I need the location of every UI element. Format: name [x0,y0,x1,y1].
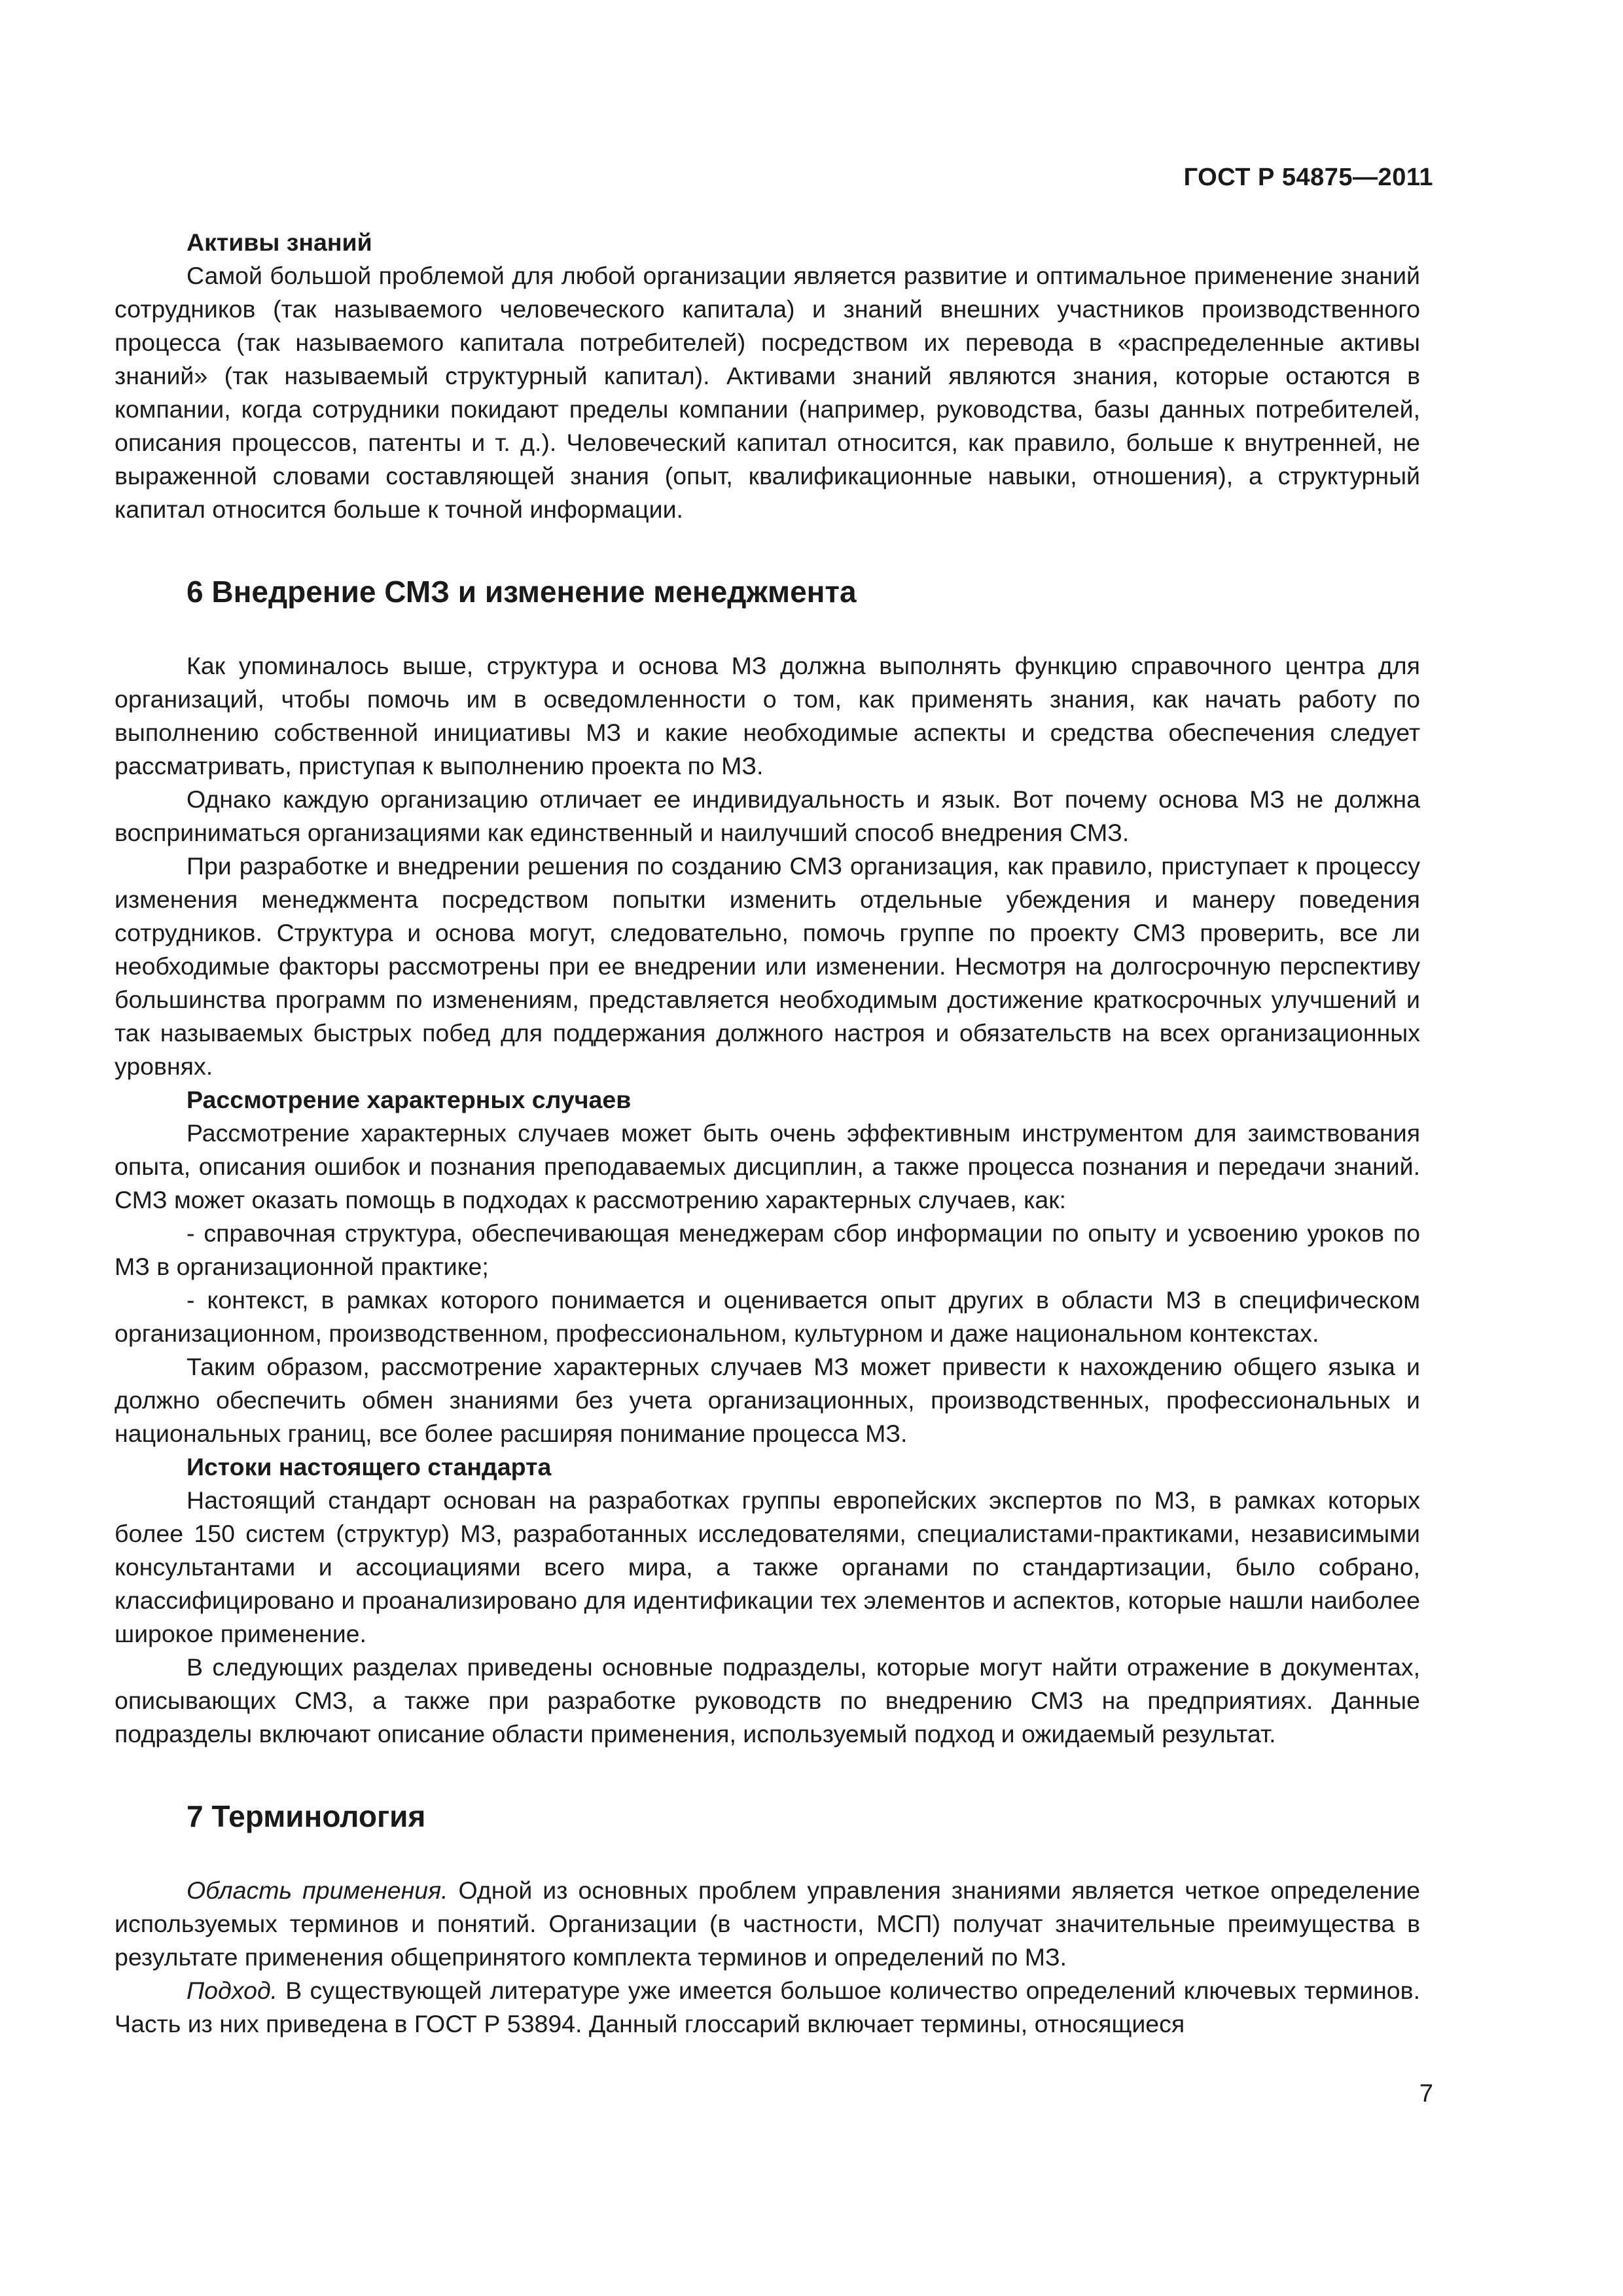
page-body [115,226,1420,2041]
paragraph-approach [115,1974,1420,2041]
paragraph-case-studies-2: Таким образом, рассмотрение характерных случаев МЗ может привести к нахождению общего языка и должно обеспечить обмен знаниями без учета организационных, производственных, профессиональных и национальных границ, все более расширяя понимание процесса МЗ. [115,1353,1420,1447]
approach-label: Подход. [187,1977,278,2004]
scope-label: Область применения. [187,1876,448,1904]
subsection-title-origins: Истоки настоящего стандарта [187,1453,552,1480]
list-item-case-studies-1: - справочная структура, обеспечивающая менеджерам сбор информации по опыту и усвоению уроков по МЗ в организационной практике; [115,1219,1420,1280]
approach-text: В существующей литературе уже имеется большое количество определений ключевых терминов. Часть из них приведена в ГОСТ Р 53894. Данный глоссарий включает термины, относящиеся [115,1977,1420,2037]
paragraph-6-1: Как упоминалось выше, структура и основа МЗ должна выполнять функцию справочного центра для организаций, чтобы помочь им в осведомленности о том, как применять знания, как начать работу по выполнению собственной инициативы МЗ и какие необходимые аспекты и средства обеспечения следует рассматривать, приступая к выполнению проекта по МЗ. [115,652,1420,780]
page-number: 7 [1419,2080,1433,2108]
subsection-title-knowledge-assets: Активы знаний [187,228,372,256]
paragraph-6-2: Однако каждую организацию отличает ее индивидуальность и язык. Вот почему основа МЗ не должна восприниматься организациями как единственный и наилучший способ внедрения СМЗ. [115,785,1420,846]
list-item-case-studies-2: - контекст, в рамках которого понимается и оценивается опыт других в области МЗ в специфическом организационном, производственном, профессиональном, культурном и даже национальном контекстах. [115,1286,1420,1347]
document-code: ГОСТ Р 54875—2011 [1183,164,1433,191]
subsection-title-case-studies: Рассмотрение характерных случаев [187,1086,632,1113]
paragraph-knowledge-assets: Самой большой проблемой для любой организации является развитие и оптимальное применение знаний сотрудников (так называемого человеческого капитала) и знаний внешних участников производственного процесса (так называемого капитала потребителей) посредством их перевода в «распределенные активы знаний» (так называемый структурный капитал). Активами знаний являются знания, которые остаются в компании, когда сотрудники покидают пределы компании (например, руководства, базы данных потребителей, описания процессов, патенты и т. д.). Человеческий капитал относится, как правило, больше к внутренней, не выраженной словами составляющей знания (опыт, квалификационные навыки, отношения), а структурный капитал относится больше к точной информации. [115,262,1420,523]
paragraph-origins-1: Настоящий стандарт основан на разработках группы европейских экспертов по МЗ, в рамках которых более 150 систем (структур) МЗ, разработанных исследователями, специалистами-практиками, независимыми консультантами и ассоциациями всего мира, а также органами по стандартизации, было собрано, классифицировано и проанализировано для идентификации тех элементов и аспектов, которые нашли наиболее широкое применение. [115,1486,1420,1647]
section-heading-7: 7 Терминология [187,1799,426,1833]
paragraph-origins-2: В следующих разделах приведены основные подразделы, которые могут найти отражение в документах, описывающих СМЗ, а также при разработке руководств по внедрению СМЗ на предприятиях. Данные подразделы включают описание области применения, используемый подход и ожидаемый результат. [115,1653,1420,1748]
paragraph-6-3: При разработке и внедрении решения по созданию СМЗ организация, как правило, приступает к процессу изменения менеджмента посредством попытки изменить отдельные убеждения и манеру поведения сотрудников. Структура и основа могут, следовательно, помочь группе по проекту СМЗ проверить, все ли необходимые факторы рассмотрены при ее внедрении или изменении. Несмотря на долгосрочную перспективу большинства программ по изменениям, представляется необходимым достижение краткосрочных улучшений и так называемых быстрых побед для поддержания должного настроя и обязательств на всех организационных уровнях. [115,852,1420,1080]
paragraph-case-studies-1: Рассмотрение характерных случаев может быть очень эффективным инструментом для заимствования опыта, описания ошибок и познания преподаваемых дисциплин, а также процесса познания и передачи знаний. СМЗ может оказать помощь в подходах к рассмотрению характерных случаев, как: [115,1119,1420,1213]
scope-text: Одной из основных проблем управления знаниями является четкое определение используемых терминов и понятий. Организации (в частности, МСП) получат значительные преимущества в результате применения общепринятого комплекта терминов и определений по МЗ. [115,1876,1420,1971]
section-heading-6: 6 Внедрение СМЗ и изменение менеджмента [187,575,857,609]
paragraph-scope [115,1874,1420,1974]
